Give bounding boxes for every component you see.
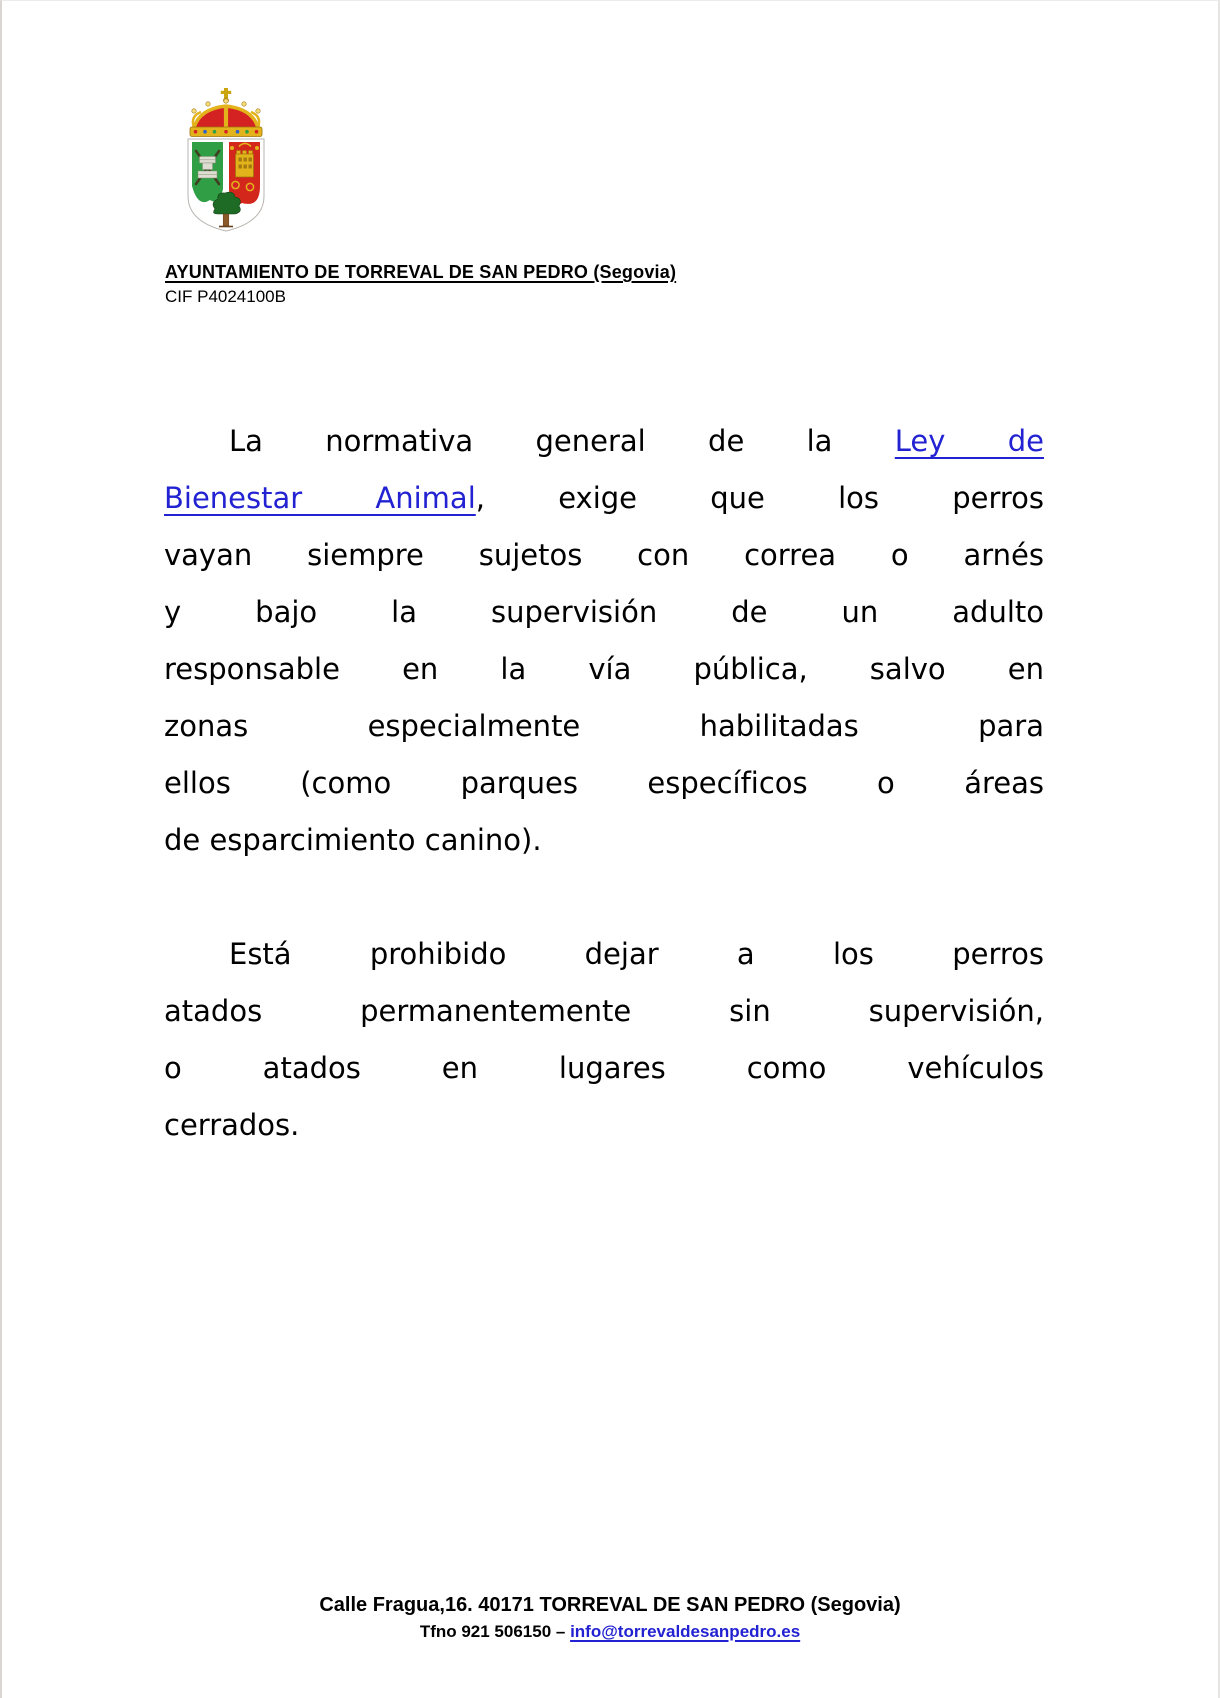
paragraph-line: Está prohibido dejar a los perros — [229, 937, 1044, 971]
paragraph-line: cerrados. — [164, 1108, 300, 1142]
paragraph-1 — [164, 413, 1044, 869]
footer-phone: Tfno 921 506150 – — [419, 1622, 571, 1641]
paragraph-line — [164, 470, 1044, 527]
footer-email-link[interactable]: info@torrevaldesanpedro.es — [570, 1622, 801, 1641]
ley-bienestar-animal-link[interactable]: Ley de — [894, 424, 1044, 458]
cif-line: CIF P4024100B — [165, 287, 286, 306]
paragraph-line: vayan siempre sujetos con correa o arnés — [164, 538, 1044, 572]
paragraph-line: zonas especialmente habilitadas para — [164, 709, 1044, 743]
footer-address: Calle Fragua,16. 40171 TORREVAL DE SAN PEDRO (Segovia) — [319, 1594, 901, 1616]
crown-icon — [190, 88, 262, 137]
paragraph-line: ellos (como parques específicos o áreas — [164, 766, 1044, 800]
paragraph-line — [164, 413, 1044, 470]
paragraph-2 — [164, 926, 1044, 1154]
document-header — [165, 262, 676, 307]
paragraph-line: y bajo la supervisión de un adulto — [164, 595, 1044, 629]
paragraph-line: responsable en la vía pública, salvo en — [164, 652, 1044, 686]
paragraph-line: o atados en lugares como vehículos — [164, 1051, 1044, 1085]
coat-of-arms — [179, 87, 273, 234]
ley-bienestar-animal-link[interactable]: Bienestar Animal — [164, 481, 476, 515]
paragraph-line: de esparcimiento canino). — [164, 823, 542, 857]
org-title: AYUNTAMIENTO DE TORREVAL DE SAN PEDRO (Segovia) — [165, 262, 677, 282]
document-footer — [2, 1593, 1218, 1642]
text-segment: La normativa general de la — [229, 424, 895, 458]
text-segment: , exige que los perros — [475, 481, 1044, 515]
paragraph-line: atados permanentemente sin supervisión, — [164, 994, 1044, 1028]
footer-contact — [2, 1621, 1218, 1642]
document-body — [164, 413, 1044, 1154]
